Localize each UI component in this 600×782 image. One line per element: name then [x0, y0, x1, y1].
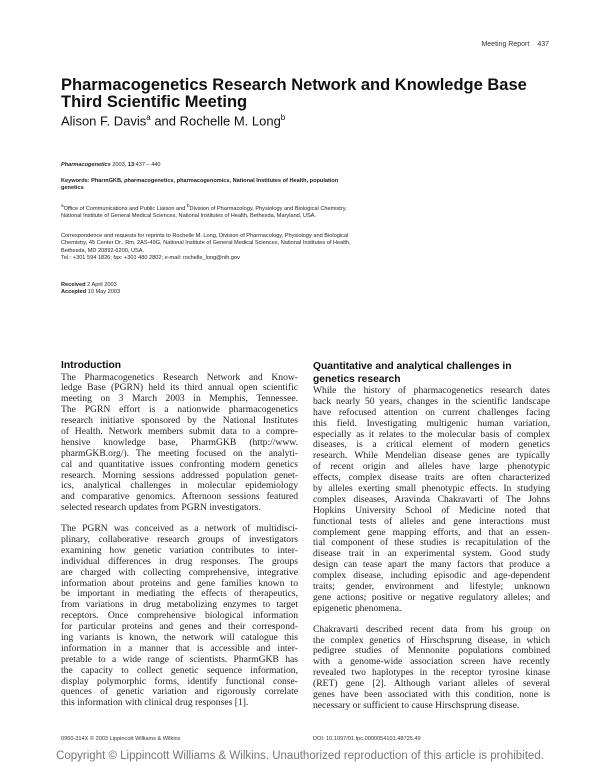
text-line: cal and quantitative issues confronting modern genetics: [61, 459, 298, 470]
text-line: especially as it relates to the molecular basis of complex: [313, 429, 550, 440]
text-line: for particular proteins and genes and their correspond-: [61, 622, 298, 633]
text-line: tial component of these studies is recapitulation of the: [313, 538, 550, 549]
heading-line: genetics research: [313, 373, 401, 385]
right-column-body: [313, 386, 550, 712]
affiliations: [61, 202, 351, 221]
text-line: pharmGKB.org/). The meeting focused on the analyti-: [61, 448, 298, 459]
accepted-date: 10 May 2003: [86, 289, 121, 296]
text-line: While the history of pharmacogenetics research dates: [313, 386, 550, 396]
text-line: functional tests of alleles and gene interactions must: [313, 516, 550, 527]
text-line: traits; gender, environment and lifestyle; unknown: [313, 582, 550, 593]
text-line: of recent origin and alleles have large phenotypic: [313, 462, 550, 473]
affiliation-mark: a: [61, 203, 64, 208]
text-line: selected research updates from PGRN investigators.: [61, 503, 261, 514]
received-date: 2 April 2003: [85, 282, 117, 288]
text-line: and comparative genomics. Afternoon sessions featured: [61, 492, 298, 503]
affiliation-mark: a: [146, 113, 151, 122]
text-line: ics, analytical challenges in molecular epidemiology: [61, 481, 298, 492]
author-conjunction: and: [150, 113, 180, 129]
text-line: are charged with collecting comprehensive, integrative: [61, 567, 298, 578]
left-column-body: [61, 373, 298, 710]
section-label: Meeting Report: [481, 41, 530, 48]
text-line: this information with clinical drug responses [1].: [61, 698, 249, 709]
text-line: receptors. Once comprehensive biological information: [61, 611, 298, 622]
paragraph: [313, 386, 550, 615]
journal-volume: 13: [127, 162, 135, 168]
text-line: research initiative sponsored by the National Institutes: [61, 416, 298, 427]
title-line: Pharmacogenetics Research Network and Knowledge Base: [61, 76, 527, 94]
correspondence: [61, 233, 351, 263]
dates: [61, 282, 351, 297]
page-number: 437: [537, 41, 549, 48]
text-line: back nearly 50 years, changes in the scientific landscape: [313, 396, 550, 407]
text-line: disease trait in an experimental system. Good study: [313, 549, 550, 560]
correspondence-contact: Tel.: +301 594 1826; fax: +301 480 2802; e-mail: rochelle_long@nih.gov: [61, 255, 240, 262]
text-line: ing variants is known, the network will catalogue this: [61, 632, 298, 643]
running-head: [481, 41, 549, 48]
correspondence-address: Correspondence and requests for reprints to Rochelle M. Long, Division of Pharmacology, Physiology and Biological Chemistry, 45 Center Dr., Rm. 2AS-49G, National Institute of General Medical Sciences, National Institutes of Health, Bethesda, MD 20892-6200, USA.: [61, 233, 351, 254]
text-line: revealed two haplotypes in the receptor tyrosine kinase: [313, 668, 550, 679]
text-line: pretable to a wide range of scientists. PharmGKB has: [61, 654, 298, 665]
issn-line: 0960-314X © 2003 Lippincott Williams & Wilkins: [61, 736, 181, 742]
text-line: Hopkins University School of Medicine noted that: [313, 505, 550, 516]
text-line: hensive knowledge base, PharmGKB (http://www.: [61, 437, 298, 448]
text-line: design can tease apart the many factors that produce a: [313, 560, 550, 571]
text-line: The PGRN was conceived as a network of multidisci-: [61, 524, 298, 535]
keywords-list: PharmGKB, pharmacogenetics, pharmacogenomics, National Institutes of Health, population genetics: [61, 178, 339, 192]
text-line: gene actions; positive or negative regulatory alleles; and: [313, 592, 550, 603]
journal-citation: [61, 162, 351, 169]
text-line: diseases, is a critical element of modern genetics: [313, 440, 550, 451]
affiliation-b: Division of Pharmacology, Physiology and Biological Chemistry, National Institute of General Medical Sciences, National Institutes of Health, Bethesda, Maryland, USA.: [61, 205, 347, 220]
text-line: individual differences in drug responses. The groups: [61, 556, 298, 567]
paragraph: [313, 625, 550, 712]
received-label: Received: [61, 282, 86, 288]
article-title: [61, 77, 561, 111]
journal-name: Pharmacogenetics: [61, 162, 111, 168]
text-line: from variations in drug metabolizing enzymes to target: [61, 600, 298, 611]
text-line: Chakravarti described recent data from his group on: [313, 624, 550, 635]
text-line: meeting on 3 March 2003 in Memphis, Tennessee.: [61, 394, 298, 405]
text-line: ledge Base (PGRN) held its third annual open scientific: [61, 383, 298, 394]
keywords: [61, 178, 351, 193]
text-line: complex disease, including episodic and age-dependent: [313, 571, 550, 582]
text-line: information about proteins and gene families known to: [61, 578, 298, 589]
affiliation-a: Office of Communications and Public Liaison and: [63, 205, 187, 212]
text-line: plinary, collaborative research groups of investigators: [61, 534, 298, 545]
section-heading-introduction: Introduction: [61, 360, 122, 371]
title-line: Third Scientific Meeting: [61, 93, 248, 111]
text-line: examining how genetic variation contributes to inter-: [61, 545, 298, 556]
text-line: be important in mediating the effects of therapeutics,: [61, 589, 298, 600]
text-line: necessary or sufficient to cause Hirschsprung disease.: [313, 700, 520, 711]
text-line: the capacity to collect genetic sequence information,: [61, 665, 298, 676]
paragraph: [61, 524, 298, 709]
text-line: The Pharmacogenetics Research Network and Know-: [61, 372, 298, 383]
text-line: genes have been associated with this condition, none is: [313, 690, 550, 701]
right-column: [313, 361, 550, 722]
text-line: with a genome-wide association screen have recently: [313, 657, 550, 668]
text-line: The PGRN effort is a nationwide pharmacogenetics: [61, 405, 298, 416]
text-line: complement gene mapping efforts, and that an essen-: [313, 527, 550, 538]
journal-pages: :437 – 440: [134, 162, 161, 168]
text-line: effects, complex disease traits are often characterized: [313, 473, 550, 484]
copyright-notice: Copyright © Lippincott Williams & Wilkins. Unauthorized reproduction of this article is prohibited.: [56, 750, 544, 762]
author-name: Alison F. Davis: [61, 113, 147, 129]
text-line: research. While Mendelian disease genes are typically: [313, 451, 550, 462]
affiliation-mark: b: [186, 203, 190, 208]
text-line: by alleles exerting small phenotypic effects. In studying: [313, 484, 550, 495]
keywords-label: Keywords:: [61, 178, 90, 184]
text-line: epigenetic phenomena.: [313, 603, 402, 614]
text-line: information in a manner that is accessible and inter-: [61, 643, 298, 654]
text-line: research. Morning sessions addressed population genet-: [61, 470, 298, 481]
text-line: display polymorphic forms, identify functional conse-: [61, 676, 298, 687]
doi-line: DOI: 10.1097/01.fpc.0000054101.48725.49: [313, 736, 421, 742]
journal-year: 2003,: [110, 162, 128, 168]
affiliation-mark: b: [280, 113, 286, 122]
text-line: this field. Investigating multigenic human variation,: [313, 418, 550, 429]
text-line: quences of genetic variation and rigorously correlate: [61, 687, 298, 698]
section-heading-quantitative: [313, 361, 550, 386]
text-line: have refocused attention on current challenges facing: [313, 407, 550, 418]
left-column: [61, 360, 298, 719]
text-line: of Health. Network members submit data to a compre-: [61, 426, 298, 437]
heading-line: Quantitative and analytical challenges in: [313, 361, 512, 372]
text-line: complex diseases, Aravinda Chakravarti of The Johns: [313, 494, 550, 505]
paragraph: [61, 373, 298, 515]
authors: [61, 113, 285, 128]
author-name: Rochelle M. Long: [179, 113, 281, 129]
text-line: pedigree studies of Mennonite populations combined: [313, 646, 550, 657]
text-line: (RET) gene [2]. Although variant alleles of several: [313, 679, 550, 690]
text-line: the complex genetics of Hirschsprung disease, in which: [313, 635, 550, 646]
accepted-label: Accepted: [61, 289, 87, 296]
